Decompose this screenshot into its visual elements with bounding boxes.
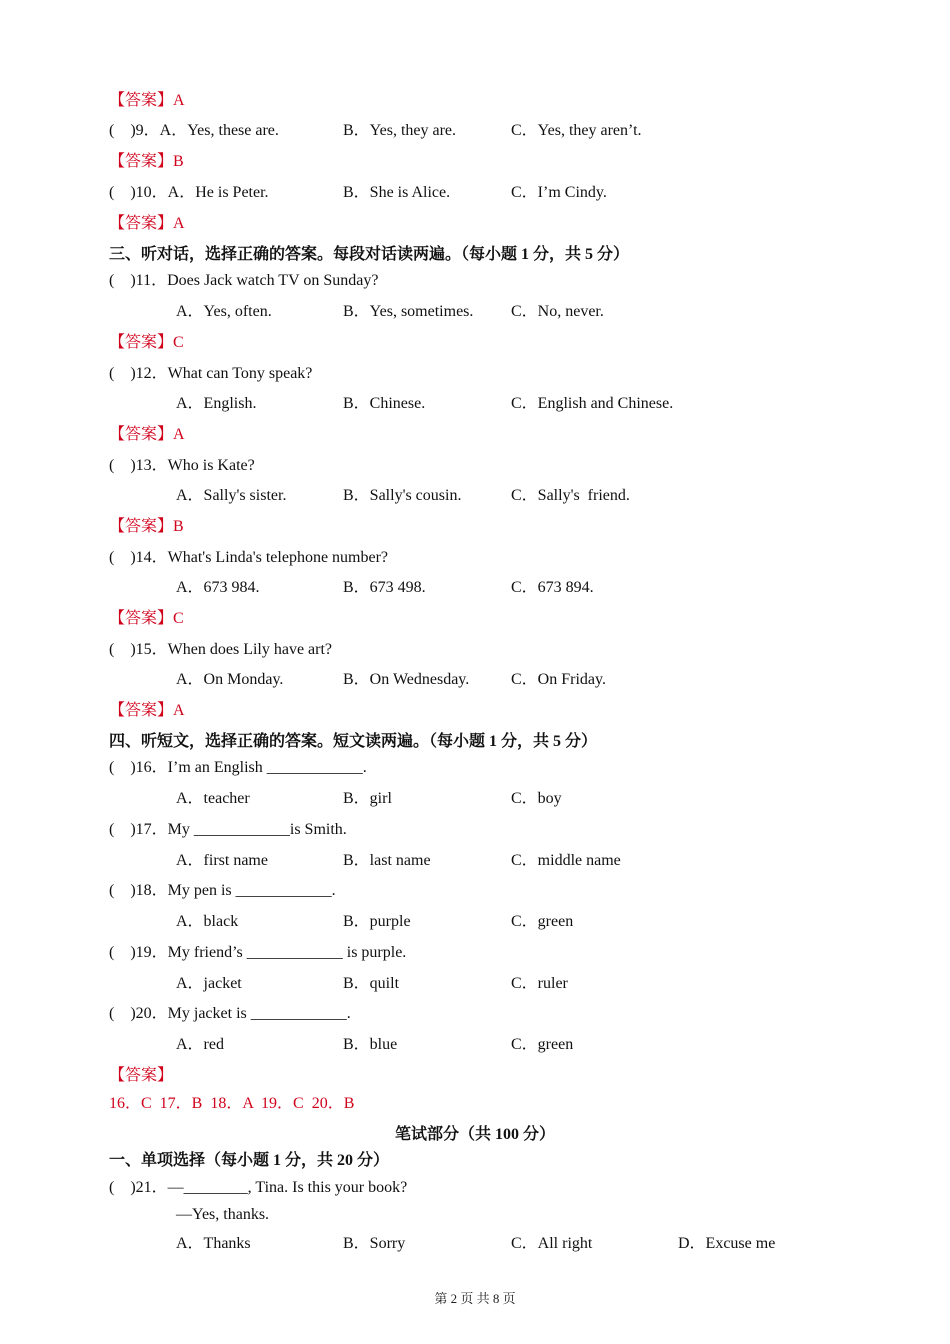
part-title: 笔试部分（共 100 分） <box>394 1126 555 1143</box>
answer-option: A．teacher <box>176 790 250 807</box>
answer-option: B．She is Alice. <box>343 184 451 201</box>
answer-option: A．Sally's sister. <box>176 487 287 504</box>
answer-option: C．English and Chinese. <box>511 395 674 412</box>
question-stem: ( )11．Does Jack watch TV on Sunday? <box>109 272 379 289</box>
answer-option: C．No, never. <box>511 303 604 320</box>
answer-option: B．last name <box>343 852 431 869</box>
answer-option: C．All right <box>511 1235 593 1252</box>
question-stem: ( )19．My friend’s ____________ is purple. <box>109 944 407 961</box>
answer-key: 【答案】B <box>109 153 184 170</box>
answer-key: 【答案】 <box>109 1067 174 1084</box>
answer-option: C．ruler <box>511 975 568 992</box>
answer-option: B．Yes, sometimes. <box>343 303 474 320</box>
answer-option: C．Yes, they aren’t. <box>511 122 642 139</box>
answer-key: 【答案】A <box>109 92 185 109</box>
answer-option: B．purple <box>343 913 411 930</box>
answer-option: A．jacket <box>176 975 242 992</box>
question-stem: ( )15．When does Lily have art? <box>109 641 333 658</box>
question-stem-continuation: —Yes, thanks. <box>176 1206 270 1223</box>
answer-option: C．Sally's friend. <box>511 487 630 504</box>
answer-option: A．Thanks <box>176 1235 251 1252</box>
answer-option: C．boy <box>511 790 562 807</box>
answer-option: B．Sorry <box>343 1235 406 1252</box>
answer-option: B．673 498. <box>343 579 426 596</box>
question-stem: ( )10．A．He is Peter. <box>109 184 269 201</box>
answer-option: D．Excuse me <box>678 1235 776 1252</box>
question-stem: ( )17．My ____________is Smith. <box>109 821 347 838</box>
answer-option: A．On Monday. <box>176 671 284 688</box>
answer-key: 【答案】B <box>109 518 184 535</box>
answer-option: B．Chinese. <box>343 395 426 412</box>
answer-option: A．red <box>176 1036 224 1053</box>
answer-option: B．girl <box>343 790 392 807</box>
answer-option: B．On Wednesday. <box>343 671 470 688</box>
answer-key: 16．C 17．B 18．A 19．C 20．B <box>109 1095 355 1112</box>
answer-option: B．Yes, they are. <box>343 122 457 139</box>
question-stem: ( )13．Who is Kate? <box>109 457 255 474</box>
answer-key: 【答案】C <box>109 610 184 627</box>
section-heading: 三、听对话，选择正确的答案。每段对话读两遍。（每小题 1 分，共 5 分） <box>109 246 630 263</box>
question-stem: ( )9．A．Yes, these are. <box>109 122 279 139</box>
answer-option: C．middle name <box>511 852 621 869</box>
question-stem: ( )18．My pen is ____________. <box>109 882 336 899</box>
answer-option: A．673 984. <box>176 579 260 596</box>
answer-key: 【答案】C <box>109 334 184 351</box>
answer-option: B．quilt <box>343 975 400 992</box>
answer-option: B．blue <box>343 1036 398 1053</box>
question-stem: ( )16．I’m an English ____________. <box>109 759 367 776</box>
section-heading: 一、单项选择（每小题 1 分，共 20 分） <box>109 1152 390 1169</box>
answer-option: C．green <box>511 1036 574 1053</box>
question-stem: ( )20．My jacket is ____________. <box>109 1005 351 1022</box>
answer-key: 【答案】A <box>109 702 185 719</box>
answer-option: A．first name <box>176 852 268 869</box>
answer-option: C．green <box>511 913 574 930</box>
question-stem: ( )14．What's Linda's telephone number? <box>109 549 389 566</box>
answer-option: A．Yes, often. <box>176 303 272 320</box>
page-footer: 第 2 页 共 8 页 <box>434 1291 516 1306</box>
answer-option: C．673 894. <box>511 579 594 596</box>
question-stem: ( )12．What can Tony speak? <box>109 365 313 382</box>
answer-option: A．black <box>176 913 239 930</box>
answer-option: B．Sally's cousin. <box>343 487 462 504</box>
answer-key: 【答案】A <box>109 426 185 443</box>
question-stem: ( )21．—________, Tina. Is this your book? <box>109 1179 408 1196</box>
answer-option: C．I’m Cindy. <box>511 184 607 201</box>
answer-option: C．On Friday. <box>511 671 606 688</box>
answer-option: A．English. <box>176 395 257 412</box>
answer-key: 【答案】A <box>109 215 185 232</box>
section-heading: 四、听短文，选择正确的答案。短文读两遍。（每小题 1 分，共 5 分） <box>109 733 598 750</box>
